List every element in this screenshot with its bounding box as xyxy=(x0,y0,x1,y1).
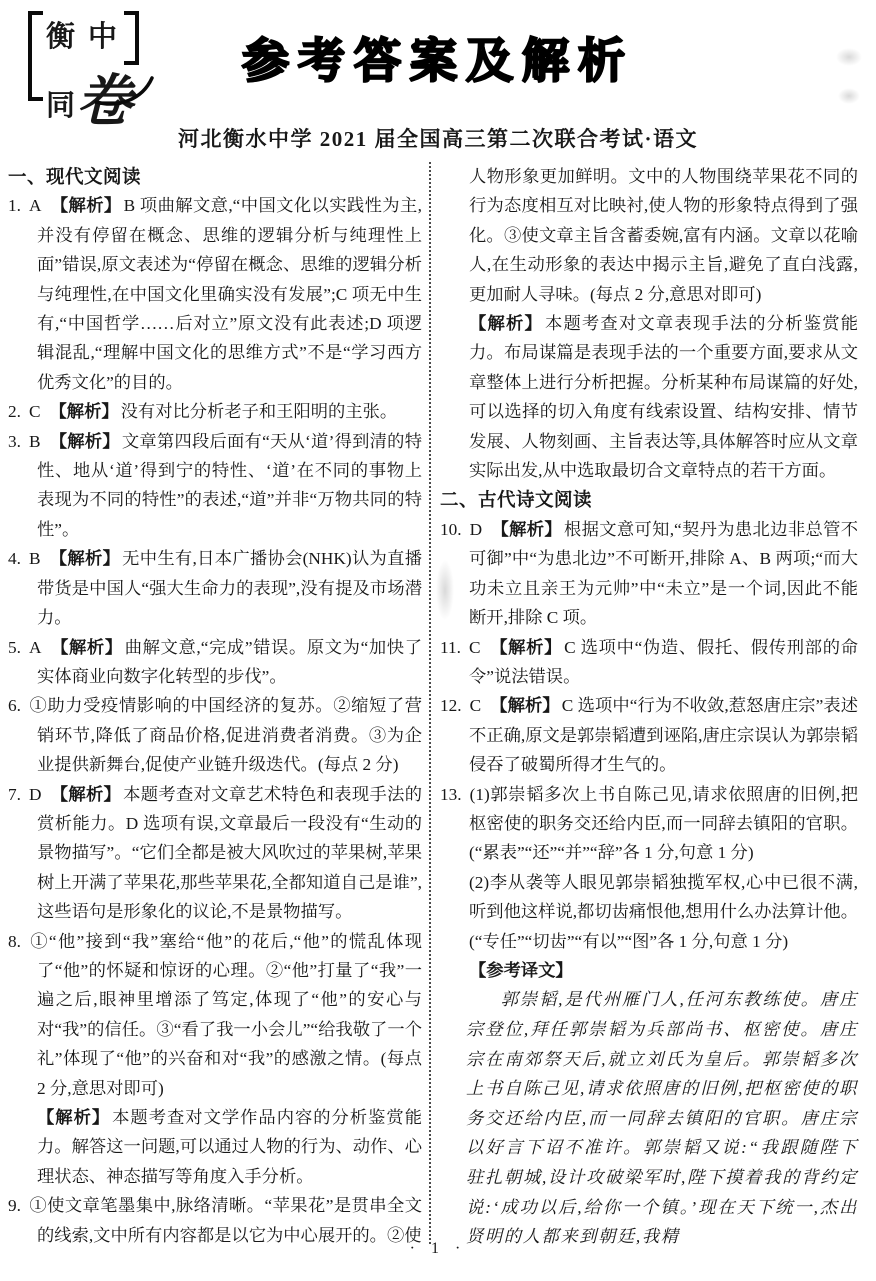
jiexi-label: 【解析】 xyxy=(490,695,560,716)
item-number: 10. xyxy=(440,519,462,539)
item-number: 4. xyxy=(8,549,21,569)
answer-letter: D xyxy=(469,519,483,539)
left-column xyxy=(8,162,431,1244)
page-title: 参考答案及解析 xyxy=(242,34,634,87)
answer-item-11 xyxy=(440,633,858,692)
item-number: 7. xyxy=(8,784,21,804)
answer-letter: C xyxy=(468,637,481,657)
answer-item-12 xyxy=(440,691,858,779)
answer-item-6 xyxy=(8,691,422,779)
answer-letter: B xyxy=(28,549,41,569)
jiexi-label: 【解析】 xyxy=(50,195,122,216)
item-number: 6. xyxy=(8,696,21,716)
answer-letter: B xyxy=(28,431,41,451)
reference-translation-heading: 【参考译文】 xyxy=(469,959,573,980)
item-text: C 选项中“伪造、假托、假传刑部的命令”说法错误。 xyxy=(469,637,858,686)
page-number: · 1 · xyxy=(409,1240,467,1257)
item-text: 无中生有,日本广播协会(NHK)认为直播带货是中国人“强大生命力的表现”,没有提及市场潜力。 xyxy=(37,549,422,628)
jiexi-text: 本题考查对文章表现手法的分析鉴赏能力。布局谋篇是表现手法的一个重要方面,要求从文章整体上进行分析把握。分析某种布局谋篇的好处,可以选择的切入角度有线索设置、结构安排、情节发展、人物刻画、主旨表达等,具体解答时应从文章实际出发,从中选取最切合文章特点的若干方面。 xyxy=(469,314,858,481)
jiexi-label: 【解析】 xyxy=(37,1107,111,1127)
item-number: 3. xyxy=(8,431,21,451)
item-text: 没有对比分析老子和王阳明的主张。 xyxy=(120,402,398,422)
jiexi-text: 本题考查对文学作品内容的分析鉴赏能力。解答这一问题,可以通过人物的行为、动作、心理状态、神态描写等角度入手分析。 xyxy=(37,1108,422,1186)
answer-letter: D xyxy=(28,784,42,804)
section-heading-classical-reading: 二、古代诗文阅读 xyxy=(440,489,593,511)
item-text: 根据文意可知,“契丹为患北边非总管不可御”中“为患北边”不可断开,排除 A、B 两项;“而大功未立且亲王为元帅”中“未立”是一个词,因此不能断开,排除 C 项。 xyxy=(469,519,858,628)
item-text: 本题考查对文章艺术特色和表现手法的赏析能力。D 选项有误,文章最后一段没有“生动的景物描写”。“它们全都是被大风吹过的苹果树,苹果树上开满了苹果花,那些苹果花,全都知道自己是谁”,这些语句是形象化的议论,不是景物描写。 xyxy=(37,784,422,922)
jiexi-label: 【解析】 xyxy=(49,548,121,569)
logo-text-line2: 同卷 xyxy=(46,71,133,133)
right-column xyxy=(431,162,858,1252)
jiexi-label: 【解析】 xyxy=(49,430,120,451)
item-text: C 选项中“行为不收敛,惹怒唐庄宗”表述不正确,原文是郭崇韬遭到诬陷,唐庄宗误认为郭崇韬侵吞了破蜀所得才生气的。 xyxy=(469,696,858,775)
jiexi-label: 【解析】 xyxy=(50,636,123,657)
answer-item-8 xyxy=(8,927,422,1103)
jiexi-paragraph-9 xyxy=(469,309,858,485)
answer-letter: A xyxy=(28,196,42,216)
item-number: 8. xyxy=(8,931,21,951)
section-heading-modern-reading: 一、现代文阅读 xyxy=(8,166,142,187)
item-number: 1. xyxy=(8,196,21,216)
answer-letter: C xyxy=(469,696,482,716)
item-text: 曲解文意,“完成”错误。原文为“加快了实体商业向数字化转型的步伐”。 xyxy=(37,637,422,686)
jiexi-label: 【解析】 xyxy=(49,401,119,422)
logo-juan-calligraphy: 卷 xyxy=(76,71,133,133)
logo-text-line1: 衡中 xyxy=(46,21,131,53)
answer-letter: C xyxy=(28,402,41,422)
item-number: 11. xyxy=(440,637,461,657)
scan-smudge xyxy=(838,88,860,104)
reference-translation-text: 郭崇韬,是代州雁门人,任河东教练使。唐庄宗登位,拜任郭崇韬为兵部尚书、枢密使。唐庄宗在南郊祭天后,就立刘氏为皇后。郭崇韬多次上书自陈己见,请求依照唐的旧例,把枢密使的职务交还给内臣,而一同辞去镇阳的官职。唐庄宗以好言下诏不准许。郭崇韬又说:“我跟随陛下驻扎朝城,设计攻破梁军时,陛下摸着我的背约定说:‘成功以后,给你一个镇。’现在天下统一,杰出贤明的人都来到朝廷,我精 xyxy=(466,990,858,1247)
exam-subtitle: 河北衡水中学 2021 届全国高三第二次联合考试·语文 xyxy=(177,127,698,151)
jiexi-label: 【解析】 xyxy=(489,636,563,657)
answer-letter: A xyxy=(28,637,42,657)
answer-item-9-continuation: 人物形象更加鲜明。文中的人物围绕苹果花不同的行为态度相互对比映衬,使人物的形象特点得到了强化。③使文章主旨含蓄委婉,富有内涵。文章以花喻人,在生动形象的表达中揭示主旨,避免了直白浅露,更加耐人寻味。(每点 2 分,意思对即可) xyxy=(469,167,858,304)
scan-smudge xyxy=(836,48,862,66)
answer-item-1 xyxy=(8,191,422,397)
two-column-body xyxy=(8,162,858,1252)
item-number: 2. xyxy=(8,402,21,422)
answer-item-7 xyxy=(8,780,422,927)
answer-item-3 xyxy=(8,427,422,545)
item-number: 9. xyxy=(8,1196,21,1216)
item-number: 5. xyxy=(8,637,21,657)
item-text: ①“他”接到“我”塞给“他”的花后,“他”的慌乱体现了“他”的怀疑和惊讶的心理。②“他”打量了“我”一遍之后,眼神里增添了笃定,体现了“他”的安心与对“我”的信任。③“看了我一小会儿”“给我敬了一个礼”体现了“他”的兴奋和对“我”的感激之情。(每点 2 分,意思对即可) xyxy=(28,931,422,1098)
item-text: B 项曲解文意,“中国文化以实践性为主,并没有停留在概念、思维的逻辑分析与纯理性上面”错误,原文表述为“停留在概念、思维的逻辑分析与纯理性,在中国文化里确实没有发展”;C 项无中生有,“中国哲学……后对立”原文没有此表述;D 项逻辑混乱,“理解中国文化的思维方式”不是“学习西方优秀文化”的目的。 xyxy=(37,196,422,392)
answer-item-13-part1 xyxy=(440,780,858,868)
answer-item-13-part2: (2)李从袭等人眼见郭崇韬独揽军权,心中已很不满,听到他这样说,都切齿痛恨他,想用什么办法算计他。(“专任”“切齿”“有以”“图”各 1 分,句意 1 分) xyxy=(469,872,858,951)
jiexi-paragraph-8 xyxy=(37,1103,422,1191)
item-number: 13. xyxy=(440,784,462,804)
answer-item-4 xyxy=(8,544,422,632)
answer-item-2 xyxy=(8,397,422,426)
jiexi-label: 【解析】 xyxy=(469,313,543,334)
jiexi-label: 【解析】 xyxy=(491,518,562,539)
scan-smudge xyxy=(436,560,454,620)
item-text: (1)郭崇韬多次上书自陈己见,请求依照唐的旧例,把枢密使的职务交还给内臣,而一同辞去镇阳的官职。(“累表”“还”“并”“辞”各 1 分,句意 1 分) xyxy=(469,784,858,863)
answer-item-10 xyxy=(440,515,858,633)
item-number: 12. xyxy=(440,696,462,716)
item-text: ①助力受疫情影响的中国经济的复苏。②缩短了营销环节,降低了商品价格,促进消费者消费。③为企业提供新舞台,促使产业链升级迭代。(每点 2 分) xyxy=(28,696,422,775)
item-text: 文章第四段后面有“天从‘道’得到清的特性、地从‘道’得到宁的特性、‘道’在不同的事物上表现为不同的特性”的表述,“道”并非“万物共同的特性”。 xyxy=(37,431,422,539)
item-text: ①使文章笔墨集中,脉络清晰。“苹果花”是贯串全文的线索,文中所有内容都是以它为中心展开的。②使 xyxy=(28,1196,422,1245)
jiexi-label: 【解析】 xyxy=(50,783,122,804)
answer-item-5 xyxy=(8,633,422,692)
